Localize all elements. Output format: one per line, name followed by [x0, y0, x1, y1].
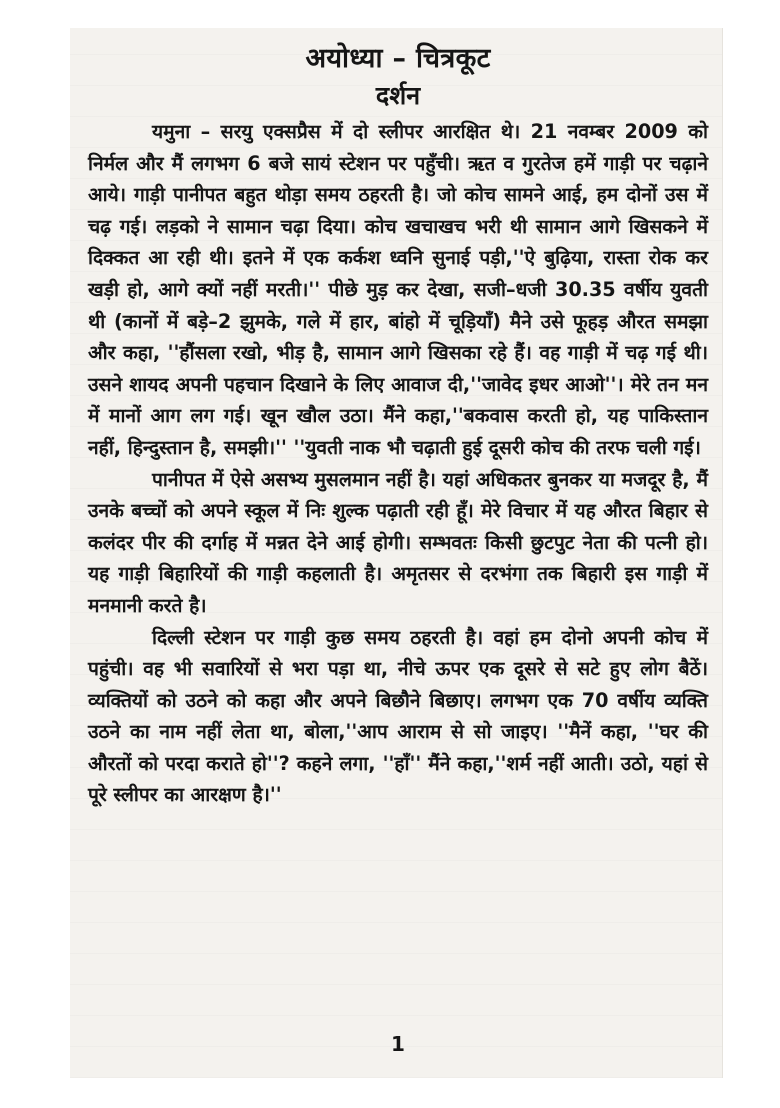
page-subtitle: दर्शन — [375, 81, 421, 110]
page-number: 1 — [391, 1032, 405, 1056]
paragraph-1: यमुना – सरयु एक्सप्रैस में दो स्लीपर आरक्षित थे। 21 नवम्बर 2009 को निर्मल और मैं लगभग 6 बजे सायं स्टेशन पर पहुँची। ऋत व गुरतेज हमें गाड़ी पर चढ़ाने आये। गाड़ी पानीपत बहुत थोड़ा समय ठहरती है। जो कोच सामने आई, हम दोनों उस में चढ़ गई। लड़को ने सामान चढ़ा दिया। कोच खचाखच भरी थी सामान आगे खिसकने में दिक्कत आ रही थी। इतने में एक कर्कश ध्वनि सुनाई पड़ी,''ऐ बुढ़िया, रास्ता रोक कर खड़ी हो, आगे क्यों नहीं मरती।'' पीछे मुड़ कर देखा, सजी–धजी 30.35 वर्षीय युवती थी (कानों में बड़े–2 झुमके, गले में हार, बांहो में चूड़ियाँ) मैने उसे फूहड़ औरत समझा और कहा, ''हौंसला रखो, भीड़ है, सामान आगे खिसका रहे हैं। वह गाड़ी में चढ़ गई थी। उसने शायद अपनी पहचान दिखाने के लिए आवाज दी,''जावेद इधर आओ''। मेरे तन मन में मानों आग लग गई। खून खौल उठा। मैंने कहा,''बकवास करती हो, यह पाकिस्तान नहीं, हिन्दुस्तान है, समझी।'' ''युवती नाक भौ चढ़ाती हुई दूसरी कोच की तरफ चली गई। — [88, 120, 708, 459]
paragraph-2: पानीपत में ऐसे असभ्य मुसलमान नहीं है। यहां अधिकतर बुनकर या मजदूर है, मैं उनके बच्चों को अपने स्कूल में निः शुल्क पढ़ाती रही हूँ। मेरे विचार में यह औरत बिहार से कलंदर पीर की दर्गाह में मन्नत देने आई होगी। सम्भवतः किसी छुटपुट नेता की पत्नी हो। यह गाड़ी बिहारियों की गाड़ी कहलाती है। अमृतसर से दरभंगा तक बिहारी इस गाड़ी में मनमानी करते है। — [88, 467, 708, 617]
document-page — [88, 40, 708, 1056]
paragraph-3: दिल्ली स्टेशन पर गाड़ी कुछ समय ठहरती है। वहां हम दोनो अपनी कोच में पहुंची। वह भी सवारियों से भरा पड़ा था, नीचे ऊपर एक दूसरे से सटे हुए लोग बैठें। व्यक्तियों को उठने को कहा और अपने बिछौने बिछाए। लगभग एक 70 वर्षीय व्यक्ति उठने का नाम नहीं लेता था, बोला,''आप आराम से सो जाइए। ''मैनें कहा, ''घर की औरतों को परदा कराते हो''? कहने लगा, ''हाँ'' मैंने कहा,''शर्म नहीं आती। उठो, यहां से पूरे स्लीपर का आरक्षण है।'' — [88, 625, 708, 807]
page-title: अयोध्या – चित्रकूट — [305, 43, 491, 74]
